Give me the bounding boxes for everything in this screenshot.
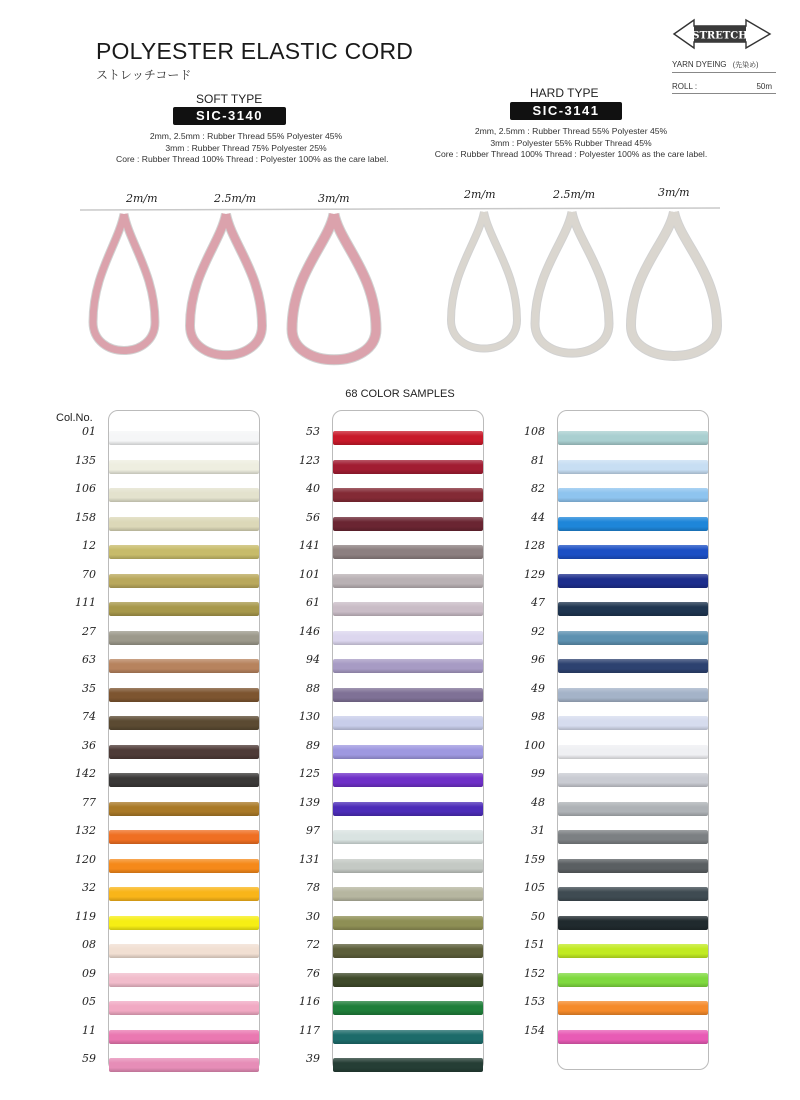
- color-number: 11: [82, 1023, 96, 1037]
- color-number: 74: [82, 710, 96, 723]
- soft-size-2mm: 2m/m: [126, 192, 158, 205]
- roll-value: 50m: [756, 82, 772, 91]
- color-number: 154: [524, 1023, 545, 1037]
- hard-type-code: SIC-3141: [510, 102, 622, 120]
- soft-cord-loop: [93, 214, 155, 351]
- color-swatch-cord: [109, 1058, 259, 1072]
- color-swatch-cord: [558, 716, 708, 730]
- color-swatch-cord: [109, 488, 259, 502]
- cord-loop-shadow: [631, 212, 717, 356]
- color-swatch-cord: [558, 631, 708, 645]
- color-swatch-cord: [333, 859, 483, 873]
- color-number: 36: [82, 738, 96, 752]
- color-number: 92: [531, 624, 545, 638]
- hard-size-2-5mm: 2.5m/m: [553, 188, 596, 201]
- color-swatch-cord: [109, 431, 259, 445]
- color-number: 97: [306, 824, 320, 837]
- color-number: 100: [524, 738, 545, 752]
- color-number: 59: [82, 1052, 96, 1065]
- color-number: 72: [306, 938, 320, 951]
- color-number: 116: [299, 995, 320, 1008]
- color-number: 50: [531, 909, 545, 923]
- color-number: 158: [75, 510, 96, 524]
- color-number: 111: [75, 596, 96, 609]
- soft-type-label: SOFT TYPE: [196, 92, 263, 106]
- color-swatch-cord: [333, 916, 483, 930]
- color-number: 139: [299, 795, 320, 809]
- color-swatch-cord: [333, 745, 483, 759]
- color-number: 61: [306, 596, 320, 609]
- color-number: 32: [82, 881, 96, 894]
- color-number: 08: [82, 938, 96, 951]
- color-number: 53: [306, 425, 320, 438]
- color-number: 132: [75, 824, 96, 837]
- color-swatch-cord: [333, 431, 483, 445]
- color-swatch-cord: [333, 830, 483, 844]
- color-swatch-cord: [333, 688, 483, 702]
- color-number: 119: [75, 909, 96, 923]
- hard-type-label: HARD TYPE: [530, 86, 599, 100]
- color-swatch-cord: [333, 574, 483, 588]
- color-number: 09: [82, 966, 96, 980]
- color-number: 47: [531, 596, 545, 609]
- color-swatch-cord: [333, 802, 483, 816]
- color-swatch-cord: [109, 944, 259, 958]
- color-swatch-cord: [109, 517, 259, 531]
- color-number: 76: [306, 966, 320, 980]
- color-number: 96: [531, 653, 545, 666]
- color-swatch-cord: [333, 1030, 483, 1044]
- color-number: 99: [531, 767, 545, 780]
- color-number: 40: [306, 482, 320, 495]
- color-swatch-cord: [333, 460, 483, 474]
- color-number: 77: [82, 795, 96, 809]
- color-number: 44: [531, 510, 545, 524]
- color-swatch-cord: [333, 1001, 483, 1015]
- color-number: 130: [299, 710, 320, 723]
- color-swatch-cord: [333, 488, 483, 502]
- color-swatch-cord: [558, 916, 708, 930]
- color-number: 48: [531, 795, 545, 809]
- color-number: 105: [524, 881, 545, 894]
- color-swatch-cord: [109, 631, 259, 645]
- soft-size-2-5mm: 2.5m/m: [214, 192, 257, 205]
- color-number: 131: [299, 852, 320, 866]
- color-swatch-cord: [558, 944, 708, 958]
- color-number: 120: [75, 852, 96, 866]
- color-number: 101: [299, 567, 320, 581]
- color-swatch-cord: [109, 916, 259, 930]
- color-number: 128: [524, 539, 545, 552]
- color-number: 108: [524, 425, 545, 438]
- cord-loop-shadow: [535, 212, 609, 353]
- color-column-2: [332, 410, 484, 1072]
- samples-label: 68 COLOR SAMPLES: [345, 388, 455, 400]
- color-number: 88: [306, 681, 320, 695]
- color-swatch-cord: [109, 716, 259, 730]
- color-number: 153: [524, 995, 545, 1008]
- soft-spec-line: 3mm : Rubber Thread 75% Polyester 25%: [165, 142, 327, 153]
- soft-size-3mm: 3m/m: [318, 192, 350, 205]
- color-number: 141: [299, 539, 320, 552]
- hard-spec-line: Core : Rubber Thread 100% Thread : Polyester 100% as the care label.: [434, 149, 708, 159]
- color-swatch-cord: [109, 745, 259, 759]
- color-swatch-cord: [109, 802, 259, 816]
- color-number: 159: [524, 852, 545, 866]
- color-swatch-cord: [333, 973, 483, 987]
- color-swatch-cord: [109, 545, 259, 559]
- color-swatch-cord: [109, 574, 259, 588]
- yarn-dyeing-note: (先染め): [732, 62, 759, 69]
- page-title: POLYESTER ELASTIC CORD: [96, 38, 414, 64]
- cord-loop-shadow: [451, 212, 517, 349]
- color-number: 39: [306, 1052, 320, 1065]
- color-swatch-cord: [558, 887, 708, 901]
- color-swatch-cord: [109, 887, 259, 901]
- color-number: 152: [524, 966, 545, 980]
- color-swatch-cord: [333, 716, 483, 730]
- color-swatch-cord: [558, 574, 708, 588]
- hard-size-2mm: 2m/m: [464, 188, 496, 201]
- yarn-dyeing-row: [672, 60, 776, 73]
- color-swatch-cord: [109, 1001, 259, 1015]
- color-number: 117: [299, 1023, 320, 1037]
- color-swatch-cord: [109, 773, 259, 787]
- color-swatch-cord: [558, 745, 708, 759]
- color-swatch-cord: [558, 1001, 708, 1015]
- color-column-1: [108, 410, 260, 1072]
- color-number: 89: [306, 738, 320, 752]
- color-swatch-cord: [558, 659, 708, 673]
- color-swatch-cord: [558, 802, 708, 816]
- yarn-dyeing-label: YARN DYEING: [672, 60, 727, 69]
- color-number: 98: [531, 710, 545, 723]
- color-swatch-cord: [333, 773, 483, 787]
- col-no-label: Col.No.: [56, 412, 93, 424]
- cord-loops-illustration: [0, 180, 800, 380]
- color-number: 12: [82, 539, 96, 552]
- color-column-3: [557, 410, 709, 1070]
- soft-spec: [116, 131, 389, 166]
- color-swatch-cord: [109, 830, 259, 844]
- page-subtitle: ストレッチコード: [96, 68, 192, 82]
- color-swatch-cord: [109, 688, 259, 702]
- color-number: 35: [82, 681, 96, 695]
- color-swatch-cord: [558, 773, 708, 787]
- color-swatch-cord: [333, 944, 483, 958]
- color-swatch-cord: [333, 602, 483, 616]
- color-number: 81: [531, 453, 545, 467]
- color-swatch-cord: [109, 659, 259, 673]
- color-number: 49: [531, 681, 545, 695]
- color-number: 70: [82, 567, 96, 581]
- color-swatch-cord: [558, 431, 708, 445]
- color-swatch-cord: [109, 859, 259, 873]
- color-number: 94: [306, 653, 320, 666]
- stretch-arrow-icon: [660, 14, 778, 54]
- color-swatch-cord: [109, 602, 259, 616]
- color-number: 125: [299, 767, 320, 780]
- color-swatch-cord: [109, 973, 259, 987]
- color-swatch-cord: [558, 488, 708, 502]
- color-number: 129: [524, 567, 545, 581]
- hard-spec-line: 2mm, 2.5mm : Rubber Thread 55% Polyester 45%: [474, 126, 668, 136]
- color-number: 151: [524, 938, 545, 951]
- color-swatch-cord: [558, 830, 708, 844]
- color-number: 05: [82, 995, 96, 1008]
- color-swatch-cord: [333, 659, 483, 673]
- color-swatch-cord: [558, 460, 708, 474]
- color-swatch-cord: [558, 1030, 708, 1044]
- color-number: 01: [82, 425, 96, 438]
- color-number: 78: [306, 881, 320, 894]
- color-number: 142: [75, 767, 96, 780]
- stretch-arrow-label: STRETCH: [692, 30, 748, 42]
- color-swatch-cord: [558, 688, 708, 702]
- color-swatch-cord: [333, 545, 483, 559]
- color-number: 27: [82, 624, 96, 638]
- color-swatch-cord: [109, 1030, 259, 1044]
- color-number: 31: [531, 824, 545, 837]
- color-number: 56: [306, 510, 320, 524]
- cord-loop-shadow: [292, 214, 376, 360]
- hanging-line: [80, 208, 720, 210]
- color-swatch-cord: [109, 460, 259, 474]
- cord-loop-shadow: [190, 214, 262, 355]
- roll-row: [672, 82, 776, 94]
- color-number: 106: [75, 482, 96, 495]
- soft-type-code: SIC-3140: [173, 107, 286, 125]
- color-swatch-cord: [333, 1058, 483, 1072]
- hard-spec: [430, 126, 712, 161]
- color-swatch-cord: [558, 973, 708, 987]
- color-swatch-cord: [333, 887, 483, 901]
- color-swatch-cord: [558, 545, 708, 559]
- color-number: 30: [306, 909, 320, 923]
- color-swatch-cord: [333, 631, 483, 645]
- soft-spec-line: 2mm, 2.5mm : Rubber Thread 55% Polyester 45%: [149, 131, 343, 141]
- color-number: 82: [531, 482, 545, 495]
- hard-size-3mm: 3m/m: [658, 186, 690, 199]
- color-swatch-cord: [558, 517, 708, 531]
- hard-spec-line: 3mm : Polyester 55% Rubber Thread 45%: [490, 137, 652, 148]
- soft-spec-line: Core : Rubber Thread 100% Thread : Polyester 100% as the care label.: [116, 154, 389, 164]
- color-swatch-cord: [558, 859, 708, 873]
- color-number: 135: [75, 453, 96, 467]
- roll-label: ROLL :: [672, 82, 698, 91]
- color-swatch-cord: [333, 517, 483, 531]
- stretch-info-box: [660, 14, 778, 102]
- color-number: 146: [299, 624, 320, 638]
- color-number: 63: [82, 653, 96, 666]
- color-swatch-cord: [558, 602, 708, 616]
- color-number: 123: [299, 453, 320, 467]
